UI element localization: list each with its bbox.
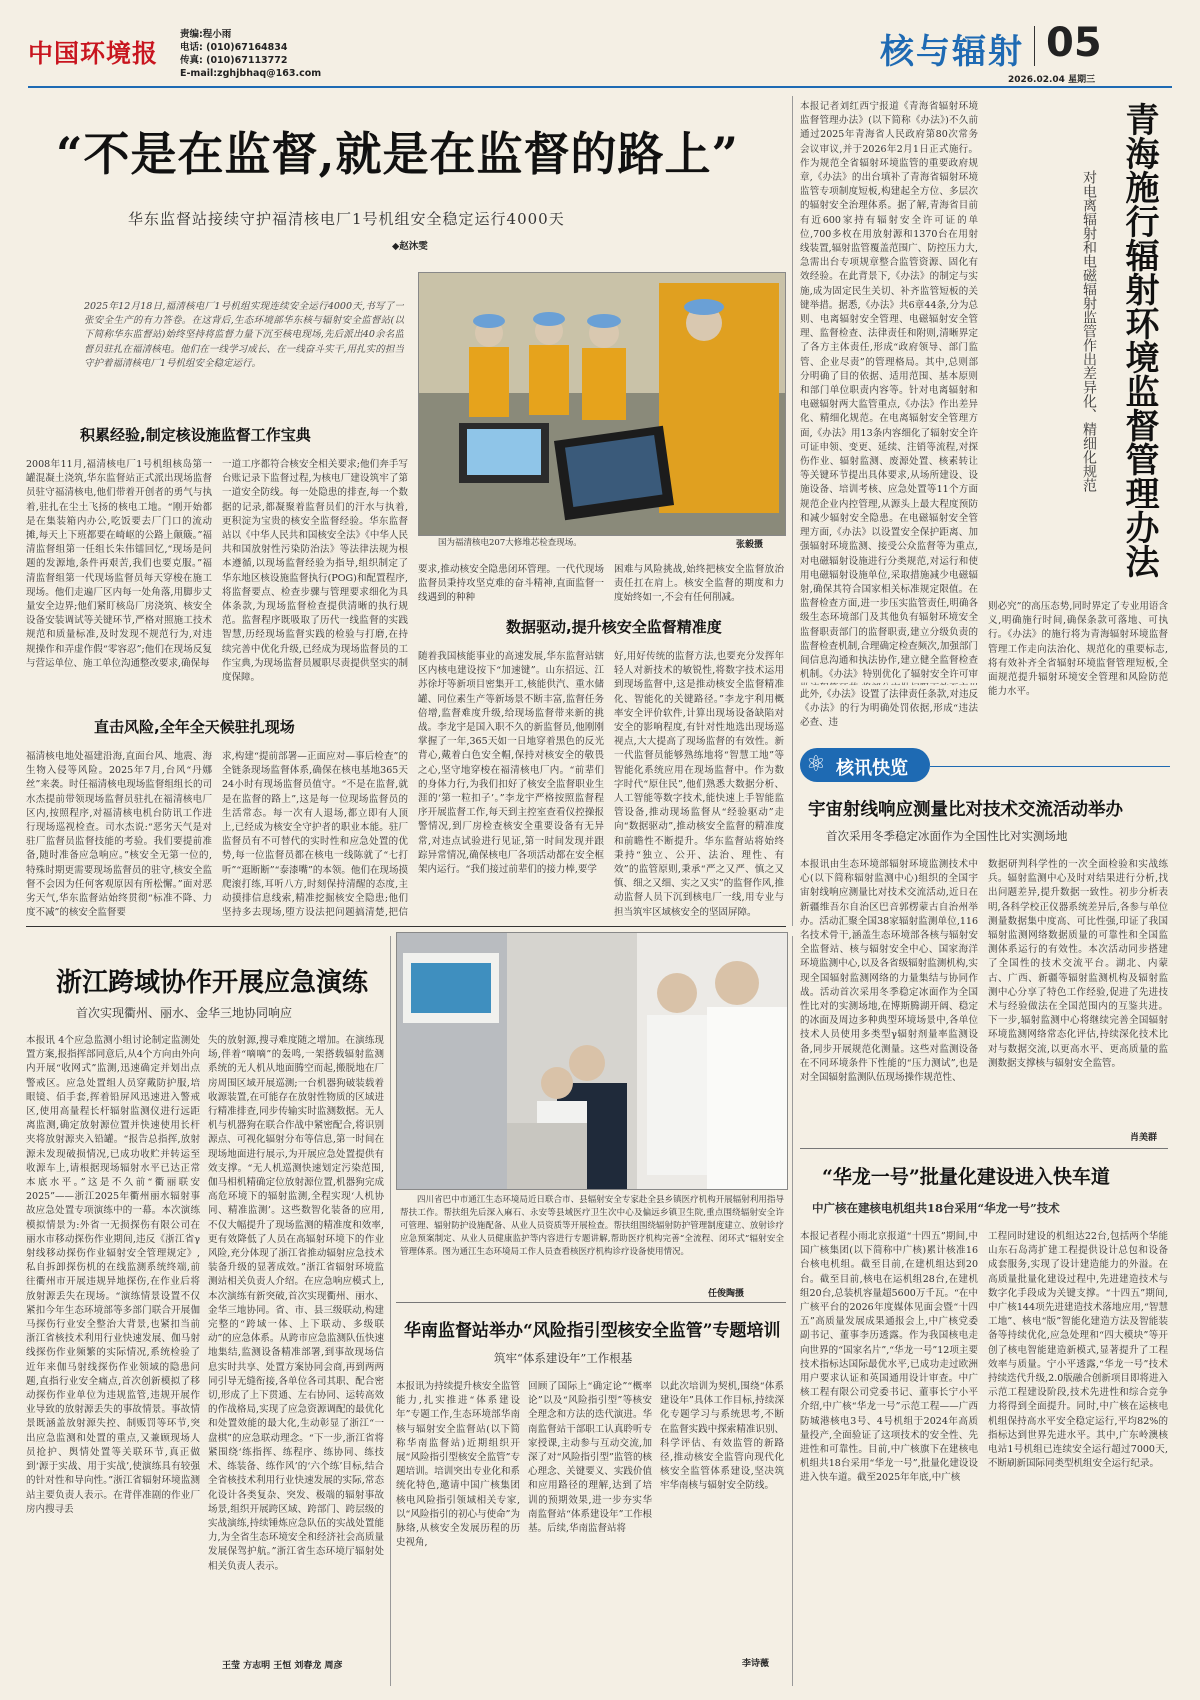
hualong-subtitle: 中广核在建核电机组共18台采用“华龙一号”技术 (812, 1201, 1060, 1215)
qinghai-col3: 此外,《办法》设置了法律责任条款,对违反《办法》的行为明确处罚依据,形成“违法必查、违 (800, 689, 978, 729)
editor-line: 责编:程小雨 (180, 29, 232, 40)
section3-col2: 好,用好传统的监督方法,也要充分发挥年轻人对新技术的敏锐性,将数字技术运用到现场监督中,这是推动核安全监督精准化、智能化的关键路径。”李龙宇利用概率安全评价软件,计算出现场设备缺陷对安全的影响程度,有针对性地选出现场巡视点,大大提高了现场监督的有效性。新一代监督员能够熟练地将“智慧工地”等智能化系统应用在现场监督中。作为数字时代“原住民”,他们熟悉大数据分析、人工智能等数字技术,能快速上手智能监管设备,推动现场监督从“经验驱动”走向“数据驱动”,推动核安全监督的精准度和前瞻性不断提升。华东监督站将始终秉持“独立、公开、法治、理性、有效”的监管原则,秉承“严之又严、慎之又慎、细之又细、实之又实”的监督作风,推动监督人员下沉到核电厂一线,用专业与担当筑牢区域核安全的坚固屏障。 (614, 651, 784, 918)
huanan-title: 华南监督站举办“风险指引型核安全监管”专题培训 (404, 1321, 781, 1341)
main-bottom-rule (26, 926, 786, 927)
kuaixun-banner (800, 748, 930, 782)
hualong-top-rule (800, 1148, 1168, 1149)
kuaixun-label: 核讯快览 (836, 758, 908, 779)
zhejiang-col2: 失的放射源,搜寻难度随之增加。在演练现场,伴着“嘀嘀”的轰鸣,一架搭载辐射监测系统的无人机从地面腾空而起,搬脱地在厂房周围区域开展巡测;一台机器狗破装载着收源装置,在可能存在放射性物质的区域进行精准排查,同步传输实时监测数据。无人机与机器狗在联合作战中紧密配合,将识别源点、可视化辐射分布等信息,第一时间在现场地面进行展示,为开展应急处置提供有效支撑。“无人机巡测快速划定污染范围,伽马相机精确定位放射源位置,机器狗完成高危环境下的辐射监测,全程实现‘人机协同、精准监测’。这些数智化装备的应用,不仅大幅提升了现场监测的精准度和效率,更有效降低了人员在高辐射环境下的作业风险,充分体现了浙江省推动辐射应急技术装备升级的显著成效。”浙江省辐射环境监测站相关负责人介绍。在应急响应模式上,本次演练有新突破,首次实现衢州、丽水、金华三地协同。省、市、县三级联动,构建完整的“跨域一体、上下联动、多级联动”的应急体系。从跨市应急监测队伍快速地集结,监测设备精准部署,到事故现场信息实时共享、处置方案协同会商,再到两两同引导无缝衔接,各单位各司其职、配合密切,形成了上下贯通、左右协同、运转高效的作战格局,实现了应急资源调配的最优化和处置效能的最大化,生动彰显了浙江“一盘棋”的应急联动理念。“下一步,浙江省将紧围绕‘练指挥、练程序、练协同、练技术、练装备、练作风’的‘六个练’目标,结合全省核技术利用行业快速发展的实际,常态化设计各类复杂、突发、极端的辐射事故场景,组织开展跨区域、跨部门、跨层级的实战演练,持续锤炼应急队伍的实战处置能力,为全省生态环境安全和经济社会高质量发展保驾护航。”浙江省生态环境厅辐射处相关负责人表示。 (208, 1035, 384, 1572)
main-photo-caption: 国为福清核电207大修堆芯检查现场。 (438, 538, 582, 548)
atom-icon: ⚛ (806, 752, 826, 777)
main-subtitle: 华东监督站接续守护福清核电厂1号机组安全稳定运行4000天 (128, 210, 565, 228)
kuaixun-title: 宇宙射线响应测量比对技术交流活动举办 (808, 800, 1123, 820)
qinghai-col1: 本报记者刘红西宁报道《青海省辐射环境监督管理办法》(以下简称《办法》)不久前通过2025年青海省人民政府第80次常务会议审议,并于2026年2月1日正式施行。作为规范全省辐射环境监管的重要政府规章,《办法》的出台填补了青海省辐射环境监管专项制度短板,构建起全方位、多层次的辐射安全治理体系。据了解,青海省目前有近600家持有辐射安全许可证的单位,700多枚在用放射源和1370台在用射线装置,辐射监管覆盖范围广、防控压力大,急需出台专项规章整合监管资源、固化有效经验。在此背景下,《办法》的制定与实施,成为固定民生关切、补齐监管短板的关键举措。据悉,《办法》共6章44条,分为总则、电离辐射安全管理、电磁辐射安全管理、监督检查、法律责任和附则,清晰界定了各方主体责任,形成“政府领导、部门监管、企业尽责”的管理格局。其中,总则部分明确了目的依据、适用范围、基本原则和部门单位职责内容等。针对电离辐射和电磁辐射两大监管重点,《办法》作出差异化、精细化规范。在电离辐射安全管理方面,《办法》用13条内容细化了辐射安全许可证申领、变更、延续、注销等流程,对探伤作业、辐射监测、废源处置、核素转让等关键环节提出具体要求,从场所建设、设施设备、培训考核、应急处置等11个方面规范企业内控管理,从源头上最大程度预防和减少辐射安全隐患。在电磁辐射安全管理方面,《办法》以设置安全保护距离、加强辐射环境监测、接受公众监督等为重点,对电磁辐射设施进行分类规范,对运行和使用电磁辐射设施单位,采取措施减少电磁辐射,确保其符合国家相关标准规定限值。在监督检查方面,进一步压实监管责任,明确各级生态环境部门及其他负有辐射环境安全监督职责部门的监督职责,建立分级负责的监督检查机制,合理确定检查频次,加强部门间信息沟通和执法协作,建立健全监督检查机制。《办法》特别优化了辐射安全许可审 (800, 101, 978, 681)
section3-heading: 数据驱动,提升核安全监督精准度 (506, 618, 722, 636)
sichuan-photo (396, 932, 788, 1190)
zhejiang-subtitle: 首次实现衢州、丽水、金华三地协同响应 (76, 1006, 293, 1020)
section3-col1: 随着我国核能事业的高速发展,华东监督站辖区内核电建设按下“加速键”。山东招远、江苏徐圩等新项目密集开工,核能供汽、重水储罐、同位素生产等新场景不断丰富,监督任务倍增,监督难度升级,给现场监督带来新的挑战。李龙宇是国入职不久的新监督员,他刚刚掌握了一年,365天如一日地穿着黑色的反光背心,戴着白色安全帽,保持对核安全的敬畏之心,坚守地穿梭在福清核电厂内。“前辈们的身体力行,为我们扣好了核安全监督职业生涯的‘第一粒扣子’。”李龙宇严格按照监督程序开展监督工作,每天到主控室查看仪控操报警情况,到厂房检查核安全重要设备有无异常,对违点试验进行见证,第一时间发现并跟踪异常情况,确保核电厂各项活动都在安全框架内运行。“我们接过前辈们的接力棒,要学 (418, 651, 604, 876)
weekday-text: 星期三 (1068, 75, 1096, 85)
masthead-rule (28, 86, 1172, 88)
section1-col2: 一道工序都符合核安全相关要求;他们奔手写台账记录下监督过程,为核电厂建设筑牢了第一道安全防线。每一处隐患的排查,每一个数据的记录,都凝聚着监督员们的汗水与执着,更积淀为宝贵的核安全监督经验。华东监督站以《中华人民共和国核安全法》《中华人民共和国放射性污染防治法》等法律法规为根本遵循,以现场监督经验为指导,组织制定了华东地区核设施监督执行(POG)和配置程序,将监督要点、检查步骤与管理要求细化为具体条款,为现场监督检查提供清晰的执行规范。监督程序既吸取了历代一线监督的实践智慧,历经现场监督实践的检验与打磨,在持续完善中优化升级,已经成为现场监督员的工作宝典,为现场监督员履职尽责提供坚实的制度保障。 (222, 459, 408, 684)
main-right-rule (792, 96, 793, 926)
hualong-col2: 工程同时建设的机组达22台,包括两个华能山东石岛湾扩建工程提供设计总包和设备成套服务,实现了设计建造能力的外溢。在高质量批量化建设过程中,先进建造技术与数字化手段成为关键支撑。“十四五”期间,中广核144项先进建造技术落地应用,“智慧工地”、核电“版”智能化建造方法及智能装备等持续优化,应急处理和“四大模块”等开创了核电智能建造新模式,显著提升了工程效率与质量。宁小平透露,“华龙一号”技术持续迭代升级,2.0版融合创新项目即将进入示范工程建设阶段,技术先进性和综合竞争力将得到全面提升。同时,中广核在运核电机组保持高水平安全稳定运行,平均82%的指标达到世界先进水平。其中,广东岭澳核电站1号机组已连续安全运行超过7000天,不断刷新国际同类型机组安全运行纪录。 (988, 1231, 1168, 1470)
huanan-right-rule (792, 936, 793, 1686)
main-photo (418, 272, 786, 536)
masthead-divider (1034, 26, 1035, 66)
phone-line: 电话: (010)67164834 (180, 42, 288, 53)
section1-col1: 2008年11月,福清核电厂1号机组核岛第一罐混凝土浇筑,华东监督站正式派出现场监督员驻守福清核电,他们带着开创者的勇气与执着,驻扎在尘土飞扬的核电工地。“刚开始都是在集装箱内办公,吃饭要去厂门口的流动摊,每天上下班都要在崎岖的公路上颠簸。”福清监督组第一任组长朱伟镭回忆,“现场是问题的发源地,条件再艰苦,我们也要克服。”福清监督组第一代现场监督员每天穿梭在施工现场。他们走遍厂区内每一处角落,用脚步丈量安全边界;他们紧盯核岛厂房浇筑、核安全设备安装调试等关键环节,严格对照施工技术规范和质量标准,及时发现不规范行为,对违规操作和弄虚作假“零容忍”;他们在现场反复与营运单位、施工单位沟通整改要求,确保每 (26, 459, 212, 669)
kuaixun-col2: 数据研判科学性的一次全面检验和实战练兵。辐射监测中心及时对结果进行分析,找出问题差异,提升数据一致性。初步分析表明,各科学校正仪器系统差异后,各参与单位测量数据集中度高、可比性强,印证了我国辐射监测网络数据质量的可靠性和全国监测体系运行的有效性。本次活动同步搭建了全国性的技术交流平台。湖北、内蒙古、广西、新疆等辐射监测机构及辐射监测中心分享了特色工作经验,促进了先进技术与经验做法在全国范围内的互鉴共进。下一步,辐射监测中心将继续完善全国辐射环境监测网络常态化评估,持续深化技术比对与数据交流,以更高水平、更高质量的监测数据支撑核与辐射安全监管。 (988, 859, 1168, 1069)
huanan-subtitle: 筑牢“体系建设年”工作根基 (494, 1351, 633, 1365)
huanan-col3: 以此次培训为契机,围绕“体系建设年”具体工作目标,持续深化专题学习与系统思考,不断在监督实践中探索精准识别、科学评估、有效监管的新路径,推动核安全监管向现代化核安全监管体系建设,坚决筑牢华南核与辐射安全防线。 (660, 1381, 784, 1492)
qinghai-title: 青海施行辐射环境监督管理办法 (1119, 102, 1159, 578)
zhejiang-title: 浙江跨域协作开展应急演练 (56, 968, 369, 998)
huanan-col2: 回顾了国际上“确定论”“概率论”以及“风险指引型”等核安全理念和方法的迭代演进。华南监督站干部职工认真聆听专家授课,主动参与互动交流,加深了对“风险指引型”监管的核心理念、关键要义、实践价值和应用路径的理解,达到了培训的预期效果,进一步夯实华南监督站“体系建设年”工作根基。后续,华南监督站将 (528, 1381, 652, 1535)
qinghai-col2: 则必究”的高压态势,同时界定了专业用语含义,明确施行时间,确保条款可落地、可执行。《办法》的施行将为青海辐射环境监督管理工作走向法治化、规范化的重要标志,将有效补齐全省辐射环境监督管理短板,全面规范提升辐射环境安全管理和风险防范能力水平。 (988, 601, 1168, 698)
section2-col1: 福清核电地处福建沿海,直面台风、地震、海生物入侵等风险。2025年7月,台风“丹娜丝”来袭。时任福清核电现场监督组组长的司水杰提前带领现场监督员驻扎在福清核电厂区内,按照程序,对福清核电机台防讯工作进行现场巡视检查。司水杰说:“恶劣天气是对驻厂监督员监督技能的考验。我们要提前准备,随时准备应急响应。”核安全无第一位的,特殊时期更需要现场监督员的驻守,核安全监督不会因为任何客观原因有所松懈。”面对恶劣天气,华东监督站始终贯彻“标准不降、力度不减”的核安全监督要 (26, 751, 212, 919)
huanan-credit: 李诗薇 (742, 1659, 770, 1669)
issue-date (1008, 72, 1095, 85)
date-text: 2026.02.04 (1008, 75, 1065, 85)
qinghai-subtitle: 对电离辐射和电磁辐射监管作出差异化、精细化规范 (1081, 170, 1097, 492)
hualong-title: “华龙一号”批量化建设进入快车道 (822, 1166, 1110, 1188)
newspaper-logo: 中国环境报 (28, 39, 159, 68)
inspection-photo (397, 933, 787, 1189)
sichuan-credit: 任俊陶摄 (708, 1289, 745, 1299)
zhejiang-col1: 本报讯 4个应急监测小组讨论制定监测处置方案,报指挥部同意后,从4个方向由外向内开展“收网式”监测,迅速确定并划出点警戒区。应急处置组人员穿戴防护服,培眼镜、佰手套,挥着铅屏风迅速进入警戒区,使用高量程长杆辐射监测仪进行远距离监测,确定放射源位置并快速使用长杆夹将放射源夹入铅罐。“报告总指挥,放射源未发现破损情况,已成功收贮并转运至收源车上,请根据现场辐射水平已达正常本底水平。”这是不久前“衢丽联安2025”——浙江2025年衢州丽水辐射事故应急处置专项演练中的一幕。本次演练模拟情景为:外省一无损探伤有限公司在丽水市移动探伤作业期间,违反《浙江省γ射线移动探伤作业辐射安全管理规定》,私自拆卸探伤机的在线监测系统终端,前往衢州市开展违规异地探伤,在作业后将放射源丢失在现场。“演练情景设置不仅紧扣今年生态环境部等多部门联合开展伽马探伤行业安全整治大背景,也紧扣当前浙江省核技术利用行业快速发展、伽马射线探伤作业频繁的实际情况,系统检验了近年来伽马射线探伤作业领域的隐患问题,直指行业安全痛点,首次创新模拟了移动探伤作业单位为违规监管,违规开展作业导致的放射源丢失的事故情景。事故情景既涵盖放射源失控、制贩罚等环节,突出应急监测和处置的重点,又兼顾现场人员抢护、舆情处置等关联环节,真正做到‘源于实战、用于实战’,使演练具有较强的针对性和导向性。”浙江省辐射环境监测站主要负责人表示。在背伴准剧的作业厂房内搜寻丢 (26, 1035, 200, 1515)
kuaixun-rule (930, 766, 1170, 767)
section2-col4: 困难与风险挑战,始终把核安全监督放治责任扛在肩上。核安全监督的期度和力度始终如一,不会有任何削减。 (614, 564, 784, 604)
main-author: ◆赵沐雯 (392, 241, 428, 252)
huanan-col1: 本报讯为持续提升核安全监管能力,扎实推进“体系建设年”专题工作,生态环境部华南核与辐射安全监督站(以下简称华南监督站)近期组织开展“风险指引型核安全监管”专题培训。培训突出专业化和系统化特色,邀请中国广核集团核电风险指引领域相关专家,以“风险指引的初心与使命”为脉络,从核安全发展历程的历史视角, (396, 1381, 520, 1549)
kuaixun-col1: 本报讯由生态环境部辐射环境监测技术中心(以下简称辐射监测中心)组织的全国宇宙射线响应测量比对技术交流活动,近日在新疆维吾尔自治区巴音郭楞蒙古自治州举办。活动汇聚全国38家辐射监测单位,116名技术骨干,涵盖生态环境部各核与辐射安全监督站、核与辐射安全中心、国家海洋环境监测中心,以及各省级辐射监测机构,实现全国辐射监测网络的力量集结与协同作战。活动首次采用冬季稳定冰面作为全国性比对的实测场地,在博斯腾湖开阔、稳定的冰面及周边多种典型环境场景中,各单位技术人员使用多类型γ辐射剂量率监测设备,同步开展规范化测量。这些对监测设备在不同环境条件下性能的“压力测试”,也是对全国辐射监测队伍现场操作规范性、 (800, 859, 978, 1084)
fax-line: 传真: (010)67113772 (180, 55, 288, 66)
hualong-col1: 本报记者程小雨北京报道“十四五”期间,中国广核集团(以下简称中广核)累计核准16台核电机组。截至目前,在建机组达到20台。截至目前,核电在运机组28台,在建机组20台,总装机容量超5600万千瓦。“在中广核平台的2026年度媒体见面会暨“十四五”高质量发展成果通报会上,中广核党委副书记、董事李历透露。作为我国核电走向世界的“国家名片”,“华龙一号”12项主要技术指标达国际最优水平,已成功走过欧洲用户要求认证和英国通用设计审查。中广核工程有限公司党委书记、董事长宁小平介绍,中广核“华龙一号”示范工程——广西防城港核电3号、4号机组于2024年高质量投产,全面验证了这项技术的安全性、先进性和可靠性。目前,中广核旗下在建核电机组共18台采用“华龙一号”,批量化建设设进入快车道。截至2025年年底,中广核 (800, 1231, 978, 1484)
control-room-photo (419, 273, 785, 535)
page-number: 05 (1046, 20, 1102, 66)
main-photo-credit: 张毅摄 (736, 540, 764, 550)
kuaixun-credit: 肖美群 (1130, 1133, 1158, 1143)
section2-col2: 求,构建“提前部署—正面应对—事后检查”的全链条现场监督体系,确保在核电基地365天24小时有现场监督员值守。“不是在监督,就是在监督的路上”,这是每一位现场监督员的生活常态。每一次有人退场,都立即有人顶上,已经成为核安全守护者的职业本能。驻厂监督员有不可替代的实时性和应急处置的优势,每一位监督员都在核电一线陈就了“七打听”“逛断断”“泰漆嘴”的本领。他们在现场摸爬滚打练,耳听八方,时刻保持清醒的态度,主动摸排信息线索,精准挖掘核安全隐患;他们坚持多去现场,堕方设法把问题搞清楚,把信 (222, 751, 408, 919)
masthead-contact (180, 28, 321, 80)
kuaixun-subtitle: 首次采用冬季稳定冰面作为全国性比对实测场地 (826, 829, 1068, 843)
huanan-top-rule (396, 1302, 786, 1303)
section-name: 核与辐射 (880, 32, 1024, 72)
zhejiang-credit: 王莹 方志明 王恒 刘春龙 周彦 (222, 1661, 343, 1671)
section1-heading: 积累经验,制定核设施监督工作宝典 (80, 426, 311, 444)
zhejiang-right-rule (390, 936, 391, 1686)
sichuan-caption: 四川省巴中市通江生态环境局近日联合市、县辐射安全专家赴全县乡镇医疗机构开展辐射利用指导帮扶工作。帮扶组先后深入麻石、永安等县域医疗卫生次中心及偏远乡镇卫生院,重点围绕辐射安全许可管理、辐射防护设施配备、从业人员资质等开展检查。帮扶组围绕辐射防护管理制度建立、放射诊疗应急预案制定、从业人员健康监护等内容进行专题讲解,帮助医疗机构完善“全流程、闭环式”辐射安全管理体系。图为通江生态环境局工作人员查看核医疗机构诊疗设备使用情况。 (400, 1195, 784, 1257)
main-lead: 2025年12月18日,福清核电厂1号机组实现连续安全运行4000天,书写了一张安全生产的有力答卷。在这背后,生态环境部华东核与辐射安全监督站(以下简称华东监督站)始终坚持将监督力量下沉至核电现场,先后派出40余名监督员驻扎在福清核电。他们在一线学习成长、在一线奋斗实干,用扎实的担当守护着福清核电厂1号机组安全稳定运行。 (84, 301, 404, 369)
email-line: E-mail:zghjbhaq@163.com (180, 68, 322, 79)
main-headline: “不是在监督,就是在监督的路上” (56, 127, 739, 181)
section2-col3: 要求,推动核安全隐患闭环管理。一代代现场监督员秉持攻坚克难的奋斗精神,直面监督一线遇到的种种 (418, 564, 604, 604)
section2-heading: 直击风险,全年全天候驻扎现场 (94, 718, 295, 736)
